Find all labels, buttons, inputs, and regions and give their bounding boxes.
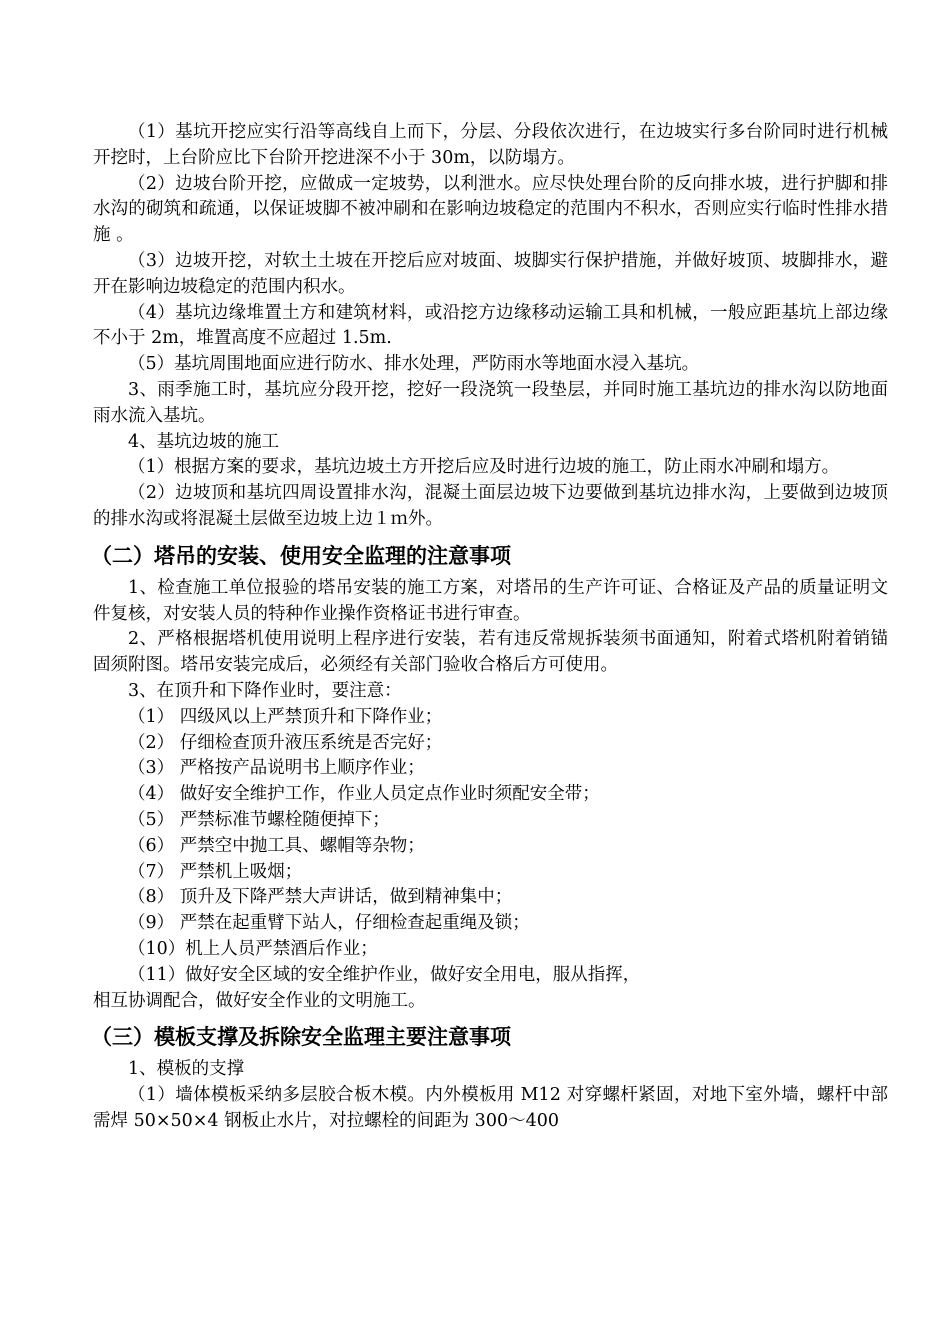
list-item-crane-10: （10）机上人员严禁酒后作业； — [128, 938, 378, 959]
paragraph-formwork-1: （1）墙体模板采纳多层胶合板木模。内外模板用 M12 对穿螺杆紧固，对地下室外墙，螺杆中部需焊 50×50×4 钢板止水片，对拉螺栓的间距为 300～400 — [93, 1085, 888, 1131]
section-heading-formwork: （三）模板支撑及拆除安全监理主要注意事项 — [91, 1025, 511, 1050]
list-item-crane-11: （11）做好安全区域的安全维护作业，做好安全用电，服从指挥， — [128, 964, 641, 985]
paragraph-slope-1: （1）根据方案的要求，基坑边坡土方开挖后应及时进行边坡的施工，防止雨水冲刷和塌方。 — [128, 457, 840, 478]
list-item-crane-2: （2） 仔细检查顶升液压系统是否完好； — [128, 732, 443, 753]
list-item-crane-1: （1） 四级风以上严禁顶升和下降作业； — [128, 706, 443, 727]
paragraph-crane-1: 1、检查施工单位报验的塔吊安装的施工方案，对塔吊的生产许可证、合格证及产品的质量证明文件复核，对安装人员的特种作业操作资格证书进行审查。 — [93, 577, 888, 624]
list-item-crane-5: （5） 严禁标准节螺栓随便掉下； — [128, 809, 390, 830]
list-item-crane-3: （3） 严格按产品说明书上顺序作业； — [128, 758, 425, 779]
paragraph-excavation-1: （1）基坑开挖应实行沿等高线自上而下，分层、分段依次进行，在边坡实行多台阶同时进行机械开挖时，上台阶应比下台阶开挖进深不小于 30m，以防塌方。 — [93, 122, 888, 168]
list-item-crane-9: （9） 严禁在起重臂下站人，仔细检查起重绳及锁； — [128, 913, 530, 934]
paragraph-crane-3: 3、在顶升和下降作业时，要注意： — [128, 680, 402, 701]
paragraph-crane-2: 2、严格根据塔机使用说明上程序进行安装，若有违反常规拆装须书面通知，附着式塔机附着销锚固须附图。塔吊安装完成后，必须经有关部门验收合格后方可使用。 — [93, 629, 888, 676]
paragraph-formwork-title: 1、模板的支撑 — [128, 1059, 245, 1080]
list-item-crane-6: （6） 严禁空中抛工具、螺帽等杂物； — [128, 835, 425, 856]
paragraph-slope-2: （2）边坡顶和基坑四周设置排水沟，混凝土面层边坡下边要做到基坑边排水沟，上要做到边坡顶的排水沟或将混凝土层做至边坡上边１ｍ外。 — [93, 483, 888, 529]
list-item-crane-4: （4） 做好安全维护工作，作业人员定点作业时须配安全带； — [128, 784, 600, 805]
paragraph-excavation-3: （3）边坡开挖，对软土土坡在开挖后应对坡面、坡脚实行保护措施，并做好坡顶、坡脚排水，避开在影响边坡稳定的范围内积水。 — [93, 250, 888, 297]
paragraph-excavation-2: （2）边坡台阶开挖，应做成一定坡势，以利泄水。应尽快处理台阶的反向排水坡，进行护脚和排水沟的砌筑和疏通，以保证坡脚不被冲刷和在影响边坡稳定的范围内不积水，否则应实行临时性排水措施 。 — [93, 173, 888, 246]
paragraph-slope-title: 4、基坑边坡的施工 — [128, 431, 280, 452]
paragraph-excavation-5: （5）基坑周围地面应进行防水、排水处理，严防雨水等地面水浸入基坑。 — [128, 354, 700, 375]
paragraph-rainy-season: 3、雨季施工时，基坑应分段开挖，挖好一段浇筑一段垫层，并同时施工基坑边的排水沟以防地面雨水流入基坑。 — [93, 379, 888, 426]
list-item-crane-7: （7） 严禁机上吸烟； — [128, 861, 303, 882]
paragraph-excavation-4: （4）基坑边缘堆置土方和建筑材料，或沿挖方边缘移动运输工具和机械，一般应距基坑上部边缘不小于 2m，堆置高度不应超过 1.5m. — [93, 302, 888, 349]
list-item-crane-11-continued: 相互协调配合，做好安全作业的文明施工。 — [93, 990, 426, 1011]
list-item-crane-8: （8） 顶升及下降严禁大声讲话，做到精神集中； — [128, 887, 513, 908]
section-heading-tower-crane: （二）塔吊的安装、使用安全监理的注意事项 — [91, 543, 511, 568]
